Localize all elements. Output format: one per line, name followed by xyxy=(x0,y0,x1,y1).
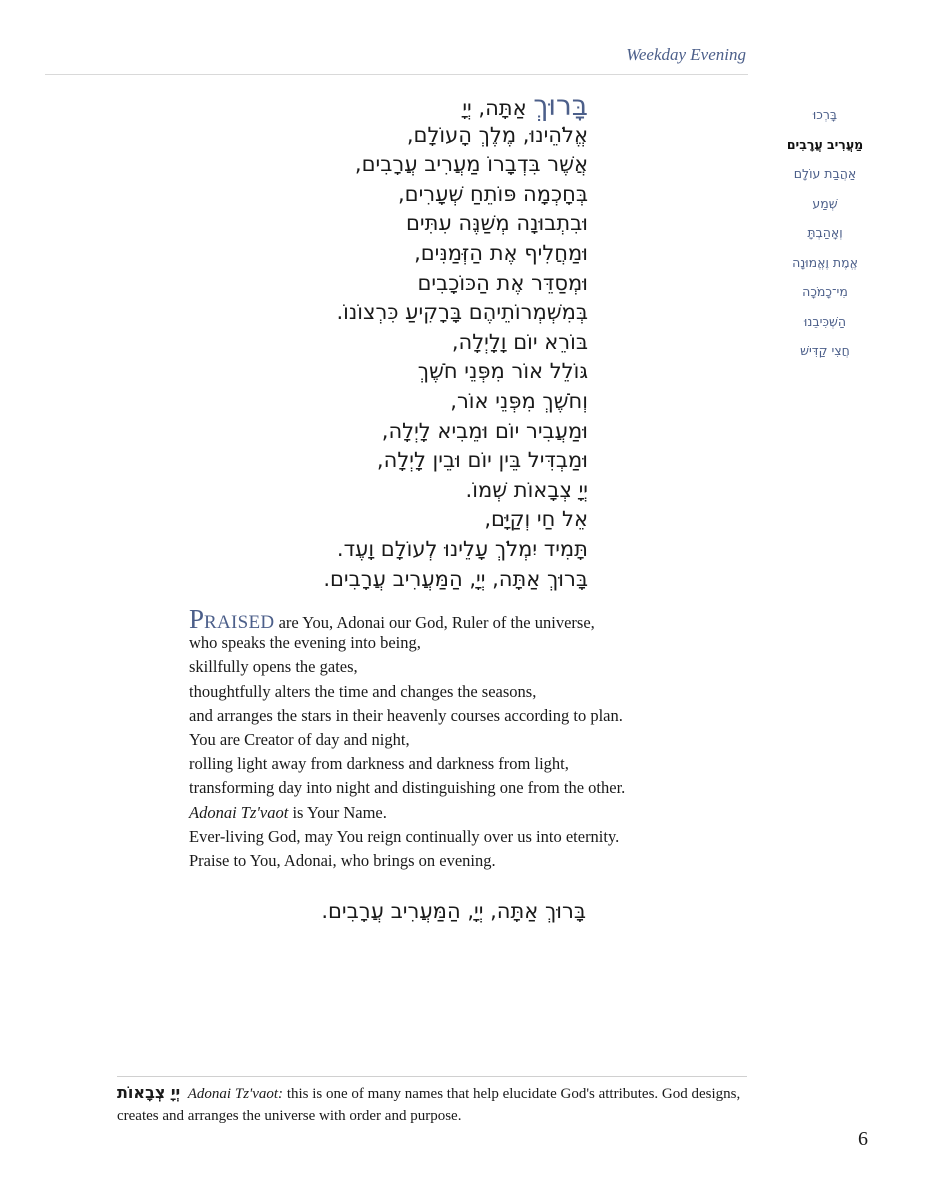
hebrew-line: בְּמִשְׁמְרוֹתֵיהֶם בָּרָקִיעַ כִּרְצוֹנוֹ. xyxy=(336,300,588,325)
nav-item-shema[interactable]: שְׁמַע xyxy=(812,195,838,211)
english-line: who speaks the evening into being, xyxy=(189,633,421,653)
nav-item-barchu[interactable]: בָּרְכוּ xyxy=(812,107,838,122)
hebrew-line: גּוֹלֵל אוֹר מִפְּנֵי חֹשֶׁךְ xyxy=(417,359,588,384)
english-line-text: are You, Adonai our God, Ruler of the universe, xyxy=(274,613,595,632)
hebrew-line: בּוֹרֵא יוֹם וָלָיְלָה, xyxy=(451,329,588,354)
hebrew-drop-word: בָּרוּךְ xyxy=(533,89,588,122)
english-first-word: RAISED xyxy=(204,612,275,633)
hebrew-line: בָּרוּךְ אַתָּה, יְיָ, הַמַּעֲרִיב עֲרָבִים. xyxy=(323,566,588,591)
footnote-hebrew-term: יְיָ צְבָאוֹת xyxy=(117,1083,181,1102)
english-translation xyxy=(189,604,749,873)
hebrew-line: יְיָ צְבָאוֹת שְׁמוֹ. xyxy=(465,477,588,502)
english-line xyxy=(189,604,749,634)
footnote xyxy=(117,1082,751,1127)
hebrew-line-text: אַתָּה, יְיָ xyxy=(462,96,527,120)
english-line: Praise to You, Adonai, who brings on evening. xyxy=(189,850,496,870)
page-number: 6 xyxy=(858,1128,868,1150)
prayer-navigation xyxy=(770,100,880,366)
section-title: Weekday Evening xyxy=(626,45,746,64)
nav-item-emet-veemunah[interactable]: אֱמֶת וֶאֱמוּנָה xyxy=(792,254,858,270)
footnote-term-italic: Adonai Tz'vaot: xyxy=(187,1086,284,1102)
hebrew-line: אֵל חַי וְקַיָּם, xyxy=(484,507,588,532)
divine-name-italic: Adonai Tz'vaot xyxy=(189,802,289,822)
hebrew-line: וּמַחֲלִיף אֶת הַזְּמַנִּים, xyxy=(414,240,588,265)
english-line-text: is Your Name. xyxy=(288,802,387,822)
english-line: Ever-living God, may You reign continually over us into eternity. xyxy=(189,826,620,846)
hebrew-line: וּמַעֲבִיר יוֹם וּמֵבִיא לָיְלָה, xyxy=(381,418,588,443)
hebrew-line: וּמַבְדִּיל בֵּין יוֹם וּבֵין לָיְלָה, xyxy=(376,448,588,473)
running-header xyxy=(45,38,748,75)
nav-item-vahavta[interactable]: וְאָהַבְתָּ xyxy=(807,225,843,240)
hebrew-line: אֲשֶׁר בִּדְבָרוֹ מַעֲרִיב עֲרָבִים, xyxy=(354,152,588,177)
nav-item-maariv-aravim[interactable]: מַעֲרִיב עֲרָבִים xyxy=(786,136,864,152)
english-drop-cap: P xyxy=(189,604,205,634)
nav-item-chatzi-kaddish[interactable]: חֲצִי קַדִּישׁ xyxy=(800,343,850,358)
english-line: and arranges the stars in their heavenly courses according to plan. xyxy=(189,705,623,725)
hebrew-line xyxy=(200,91,588,121)
hebrew-line: וּמְסַדֵּר אֶת הַכּוֹכָבִים xyxy=(417,270,588,295)
hebrew-line: וּבִתְבוּנָה מְשַׁנֶּה עִתִּים xyxy=(405,211,588,236)
nav-item-ahavat-olam[interactable]: אַהֲבַת עוֹלָם xyxy=(793,166,857,181)
nav-item-mi-chamocha[interactable]: מִי־כָמֹכָה xyxy=(802,284,848,299)
hebrew-line: אֱלֹהֵינוּ, מֶלֶךְ הָעוֹלָם, xyxy=(406,122,588,147)
english-line: transforming day into night and distinguishing one from the other. xyxy=(189,778,626,798)
english-line: rolling light away from darkness and darkness from light, xyxy=(189,754,569,774)
hebrew-line: וְחֹשֶׁךְ מִפְּנֵי אוֹר, xyxy=(450,388,588,413)
english-line: skillfully opens the gates, xyxy=(189,657,358,677)
english-line: You are Creator of day and night, xyxy=(189,729,410,749)
hebrew-line: בְּחָכְמָה פּוֹתֵחַ שְׁעָרִים, xyxy=(397,181,588,206)
hebrew-prayer-text xyxy=(200,91,588,594)
english-line: thoughtfully alters the time and changes the seasons, xyxy=(189,681,537,701)
hebrew-closing-blessing: בָּרוּךְ אַתָּה, יְיָ, הַמַּעֲרִיב עֲרָבִים. xyxy=(321,899,586,923)
nav-item-hashkiveinu[interactable]: הַשְׁכִּיבֵנוּ xyxy=(803,313,847,329)
footnote-divider xyxy=(117,1076,747,1077)
hebrew-line: תָּמִיד יִמְלֹךְ עָלֵינוּ לְעוֹלָם וָעֶד. xyxy=(336,536,588,561)
english-line xyxy=(189,801,749,825)
footnote-text: this is one of many names that help elucidate God's attributes. God designs, creates and arranges the universe with order and purpose. xyxy=(117,1086,741,1124)
